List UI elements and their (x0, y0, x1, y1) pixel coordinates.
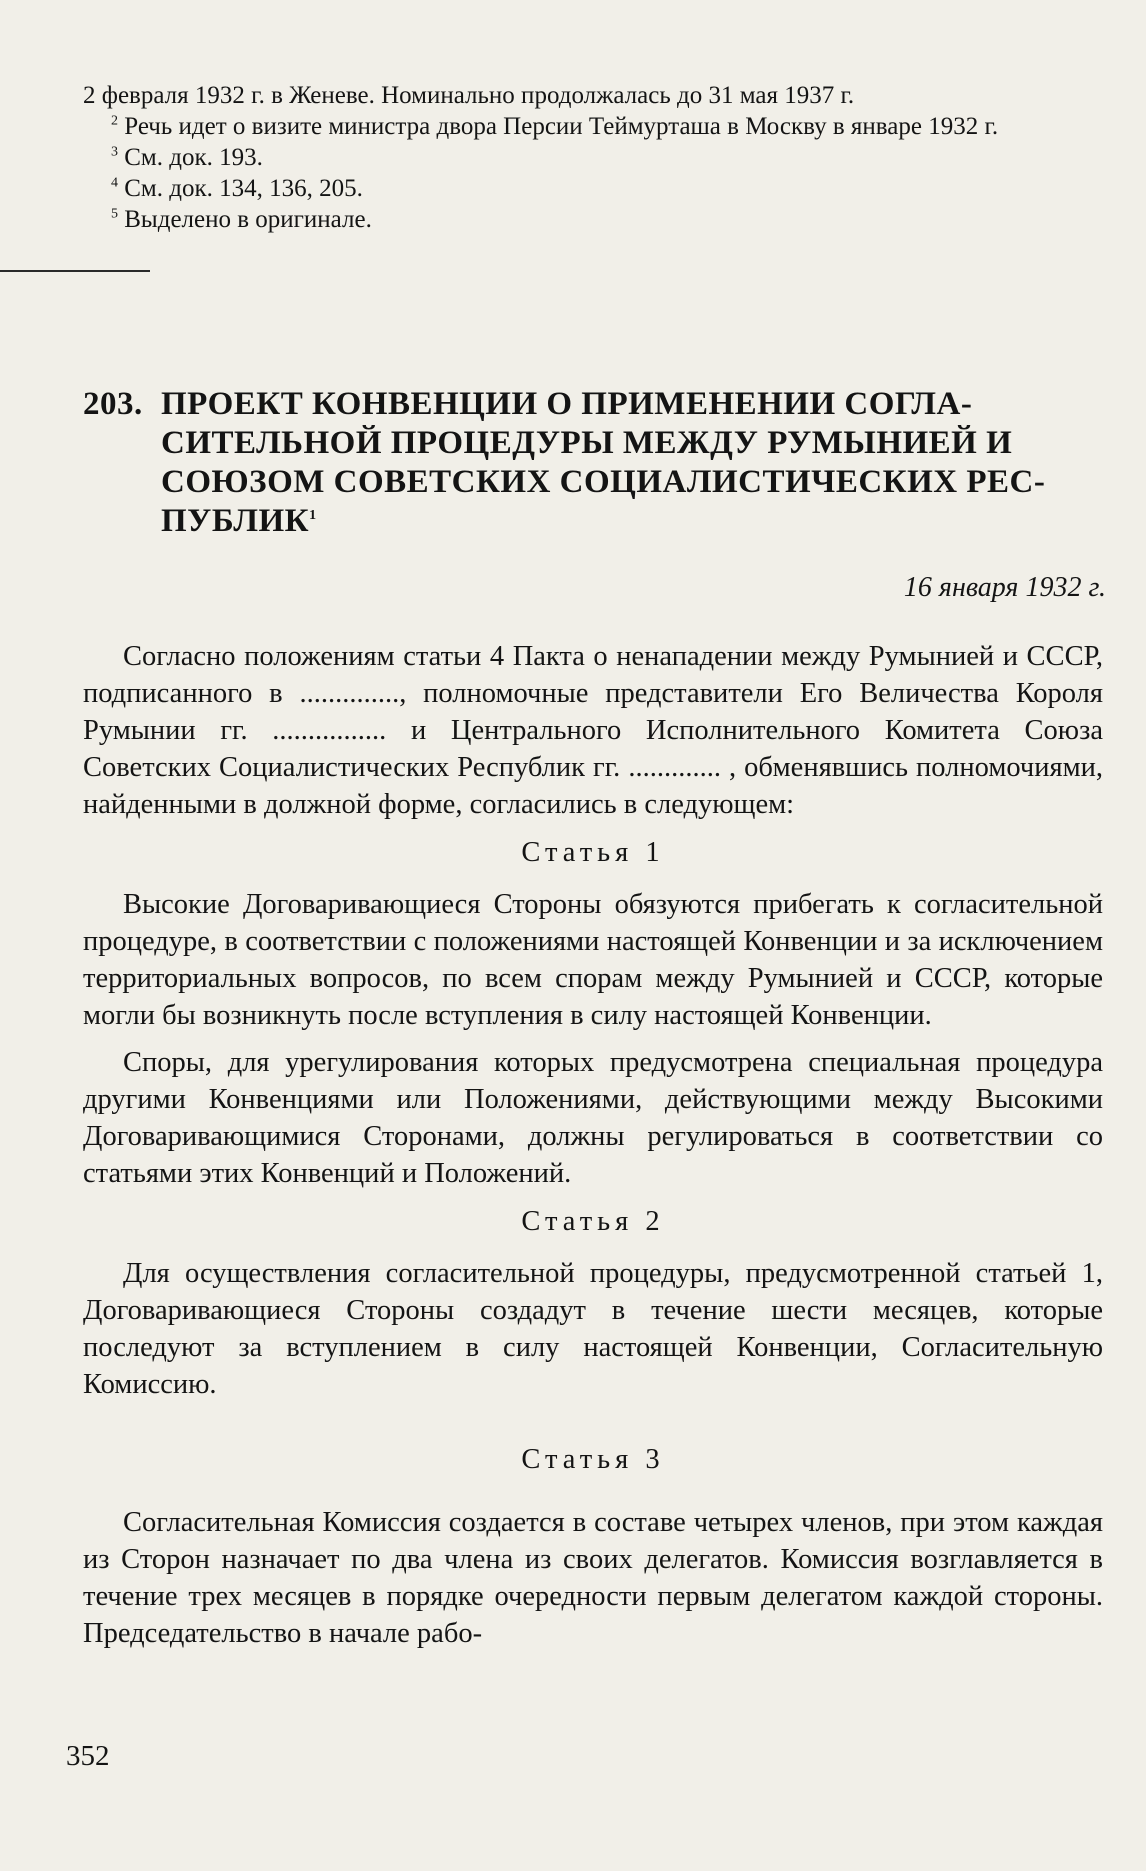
article-1-heading: Статья 1 (521, 837, 665, 868)
footnote-2: $^2$ Речь идет о визите министра двора Персии Теймурташа в Москву в январе 1932 г. (111, 113, 999, 140)
document-title (83, 385, 1103, 541)
document-date: 16 января 1932 г. (903, 572, 1106, 603)
footnote-4: $^4$ См. док. 134, 136, 205. (111, 175, 363, 202)
footnote-continuation: 2 февраля 1932 г. в Женеве. Номинально продолжалась до 31 мая 1937 г. (83, 82, 855, 109)
title-line-1: 203. ПРОЕКТ КОНВЕНЦИИ О ПРИМЕНЕНИИ СОГЛА- (83, 386, 973, 422)
article-1-paragraph-2: Споры, для урегулирования которых предусмотрена специальная процедура другими Конвенциями или Положениями, действующими между Высокими Договаривающимися Сторонами, должны регулироваться в соответствии со статьями этих Конвенций и Положений. (83, 1047, 1103, 1189)
article-1-paragraph-1: Высокие Договаривающиеся Стороны обязуются прибегать к согласительной процедуре, в соответствии с положениями настоящей Конвенции и за исключением территориальных вопросов, по всем спорам между Румынией и СССР, которые могли бы возникнуть после вступления в силу настоящей Конвенции. (83, 889, 1103, 1031)
page-number: 352 (66, 1740, 110, 1772)
title-line-4: ПУБЛИК$^1$ (161, 503, 317, 539)
footnote-5: $^5$ Выделено в оригинале. (111, 206, 372, 233)
document-number: 203. (83, 386, 143, 422)
article-2-paragraph-1: Для осуществления согласительной процедуры, предусмотренной статьей 1, Договаривающиеся Стороны создадут в течение шести месяцев, которые последуют за вступлением в силу настоящей Конвенции, Согласительную Комиссию. (83, 1258, 1103, 1400)
footnote-divider (0, 270, 150, 272)
title-line-3: СОЮЗОМ СОВЕТСКИХ СОЦИАЛИСТИЧЕСКИХ РЕС- (161, 464, 1046, 500)
footnotes (83, 80, 1083, 235)
document-body (83, 638, 1103, 1652)
preamble-paragraph: Согласно положениям статьи 4 Пакта о ненападении между Румынией и СССР, подписанного в .............., полномочные представители Его Величества Короля Румынии гг. ................ и Центрального Исполнительного Комитета Союза Советских Социалистических Республик гг. ............. , обменявшись полномочиями, найденными в должной форме, согласились в следующем: (83, 641, 1103, 820)
article-3-paragraph-1: Согласительная Комиссия создается в составе четырех членов, при этом каждая из Сторон назначает по два члена из своих делегатов. Комиссия возглавляется в течение трех месяцев в порядке очередности первым делегатом каждой стороны. Председательство в начале рабо- (83, 1507, 1103, 1649)
title-line-2: СИТЕЛЬНОЙ ПРОЦЕДУРЫ МЕЖДУ РУМЫНИЕЙ И (161, 425, 1013, 461)
article-2-heading: Статья 2 (521, 1206, 665, 1237)
footnote-3: $^3$ См. док. 193. (111, 144, 263, 171)
article-3-heading: Статья 3 (521, 1444, 665, 1475)
title-footnote-mark: 1 (309, 508, 317, 523)
